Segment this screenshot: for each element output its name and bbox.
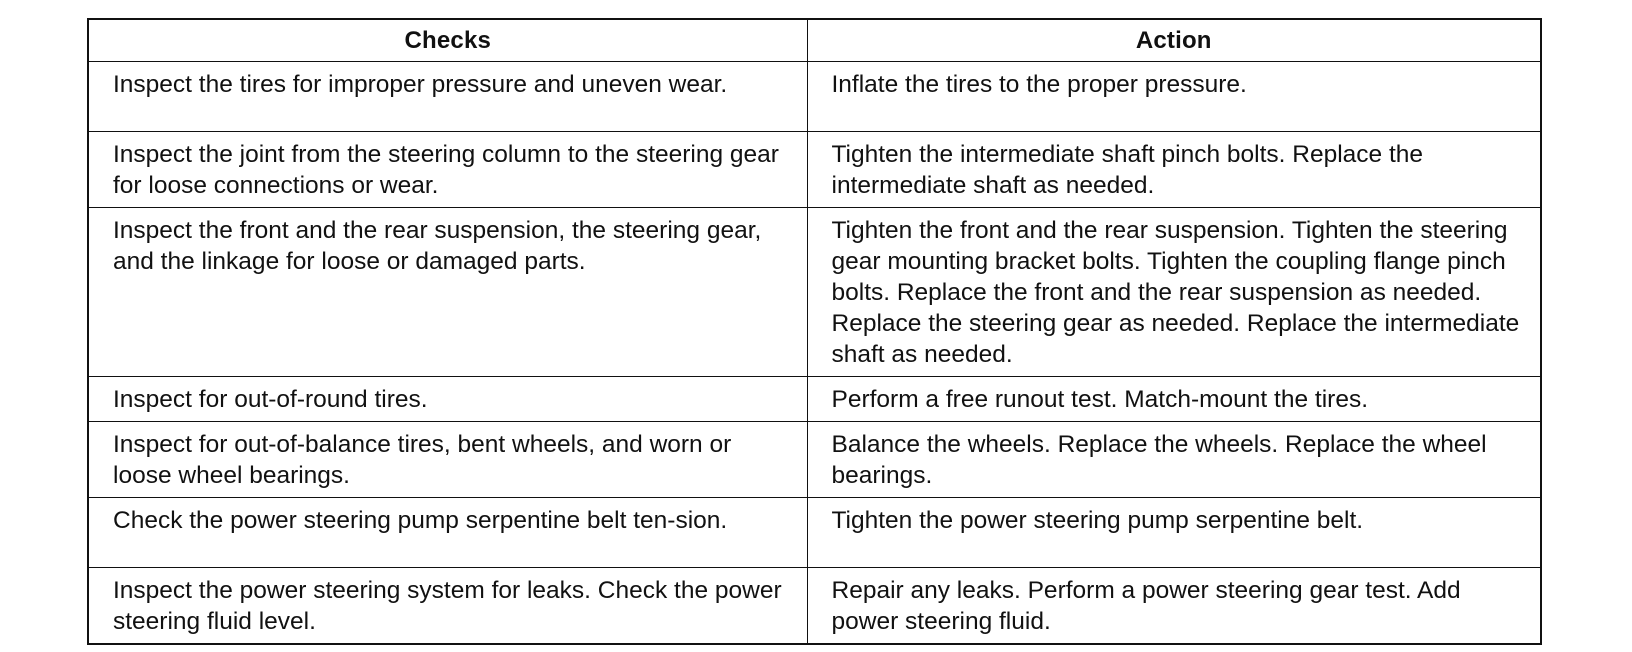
table-row bbox=[88, 498, 1541, 568]
table-row bbox=[88, 568, 1541, 645]
check-cell: Inspect the joint from the steering column to the steering gear for loose connections or wear. bbox=[88, 132, 807, 208]
table-row bbox=[88, 62, 1541, 132]
action-cell: Repair any leaks. Perform a power steering gear test. Add power steering fluid. bbox=[807, 568, 1541, 645]
checks-actions-table bbox=[87, 18, 1542, 645]
action-cell: Perform a free runout test. Match-mount the tires. bbox=[807, 377, 1541, 422]
check-cell: Check the power steering pump serpentine belt ten-sion. bbox=[88, 498, 807, 568]
check-cell: Inspect the power steering system for leaks. Check the power steering fluid level. bbox=[88, 568, 807, 645]
table-row bbox=[88, 208, 1541, 377]
table-row bbox=[88, 422, 1541, 498]
action-cell: Tighten the intermediate shaft pinch bolts. Replace the intermediate shaft as needed. bbox=[807, 132, 1541, 208]
table-row bbox=[88, 377, 1541, 422]
action-cell: Tighten the front and the rear suspension. Tighten the steering gear mounting bracket bolts. Tighten the coupling flange pinch bolts. Replace the front and the rear suspension as needed. Replace the steering gear as needed. Replace the intermediate shaft as needed. bbox=[807, 208, 1541, 377]
check-cell: Inspect the front and the rear suspension, the steering gear, and the linkage for loose or damaged parts. bbox=[88, 208, 807, 377]
check-cell: Inspect for out-of-balance tires, bent wheels, and worn or loose wheel bearings. bbox=[88, 422, 807, 498]
check-cell: Inspect the tires for improper pressure and uneven wear. bbox=[88, 62, 807, 132]
action-cell: Tighten the power steering pump serpentine belt. bbox=[807, 498, 1541, 568]
action-cell: Inflate the tires to the proper pressure. bbox=[807, 62, 1541, 132]
action-column-header: Action bbox=[807, 19, 1541, 62]
table-row bbox=[88, 132, 1541, 208]
check-cell: Inspect for out-of-round tires. bbox=[88, 377, 807, 422]
action-cell: Balance the wheels. Replace the wheels. Replace the wheel bearings. bbox=[807, 422, 1541, 498]
table-header-row bbox=[88, 19, 1541, 62]
checks-column-header: Checks bbox=[88, 19, 807, 62]
